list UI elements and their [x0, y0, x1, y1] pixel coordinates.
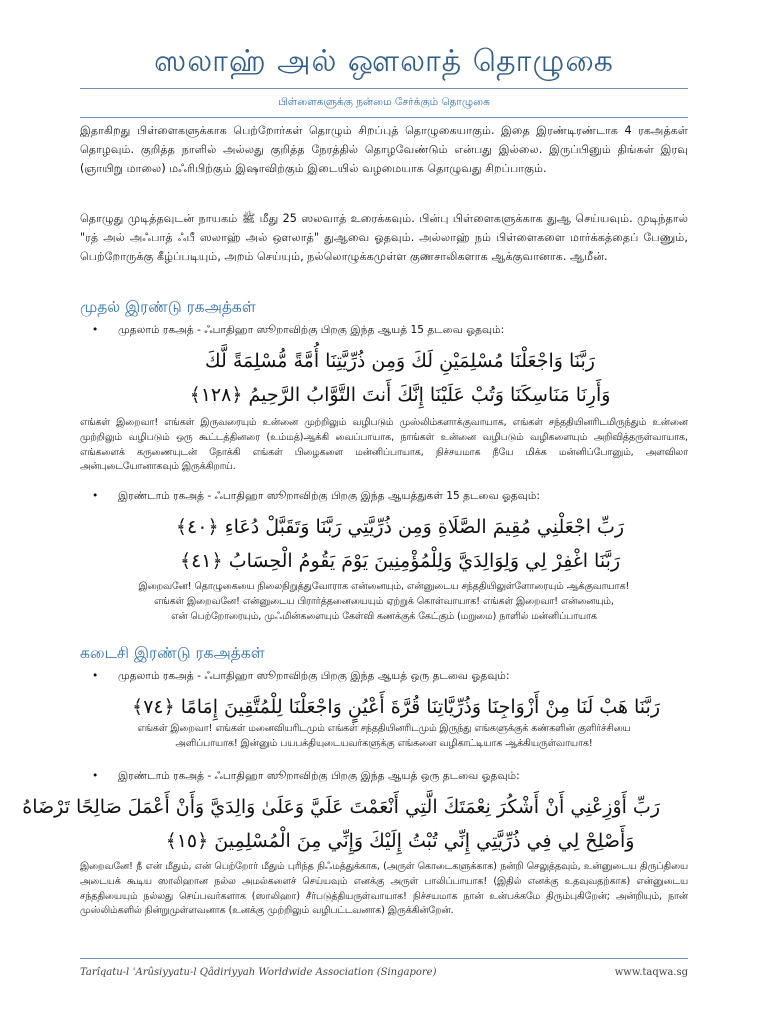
verse-translation	[80, 722, 688, 752]
translation-line: இறைவனே! தொழுகையை நிலைநிறுத்துவோராக என்னையும், என்னுடைய சந்ததியிலுள்ளோரையும் ஆக்குவாயாக!	[138, 581, 630, 592]
arabic-line: وَأَصْلِحْ لِي فِي ذُرِّيَّتِي إِنِّي تُبْتُ إِلَيْكَ وَإِنِّي مِنَ الْمُسْلِمِينَ ﴿١٥﴾	[165, 830, 635, 852]
bullet-text: முதலாம் ரகஅத் - ஃபாதிஹா ஸூறாவிற்கு பிறகு இந்த ஆயத் ஒரு தடவை ஓதவும்:	[118, 670, 510, 682]
section-heading-first-two-rakats: முதல் இரண்டு ரகஅத்கள்	[80, 298, 256, 316]
footer-website-link[interactable]: www.taqwa.sg	[614, 967, 688, 978]
translation-line: எங்கள் இறைவா! எங்கள் மனைவியரிடமும் எங்கள் சந்ததியினரிடமும் இருந்து எங்களுக்குக் கண்களின் குளிர்ச்சியை	[137, 723, 631, 734]
bullet-dot-icon: •	[92, 770, 99, 782]
verse-translation	[80, 580, 688, 624]
title-divider	[80, 88, 688, 89]
translation-line: என் பெற்றோரையும், முஃமின்களையும் கேள்வி கணக்குக் கேட்கும் (மறுமை) நாளில் மன்னிப்பாயாக	[171, 610, 597, 622]
arabic-verse	[140, 510, 660, 578]
footer-divider	[80, 958, 688, 959]
intro-paragraph-1: இதாகிறது பிள்ளைகளுக்காக பெற்றோர்கள் தொழும் சிறப்புத் தொழுகையாகும். இதை இரண்டிரண்டாக 4 ரகஅத்கள் தொழவும். குறித்த நாளில் அல்லது குறித்த நேரத்தில் தொழவேண்டும் என்பது இல்லை. இருப்பினும் திங்கள் இரவு (ஞாயிறு மாலை) மஃரிபிற்கும் இஷாவிற்கும் இடையில் வழமையாக தொழுவது சிறப்பாகும்.	[80, 124, 688, 175]
verse-translation: எங்கள் இறைவா! எங்கள் இருவரையும் உன்னை முற்றிலும் வழிபடும் முஸ்லிம்களாக்குவாயாக, எங்கள் சந்ததியினரிடமிருந்தும் உன்னை முற்றிலும் வழிபடும் ஒரு கூட்டத்தினரை (உம்மத்)ஆக்கி வைப்பாயாக, நாங்கள் உன்னை வழிபடும் வழிகளையும் அறிவித்தருள்வாயாக, எங்களைக் கருணையுடன் நோக்கி எங்கள் பிழைகளை மன்னிப்பாயாக, நிச்சயமாக நீயே மிக்க மன்னிப்போனும், அளவிலா அன்புடையோனாகவும் இருக்கிறாய்.	[80, 417, 688, 473]
arabic-line: وَأَرِنَا مَنَاسِكَنَا وَتُبْ عَلَيْنَا إِنَّكَ أَنتَ التَّوَّابُ الرَّحِيمُ ﴿١٢٨﴾	[189, 384, 611, 406]
bullet-dot-icon: •	[92, 490, 99, 502]
arabic-line: رَبَّنَا اغْفِرْ لِي وَلِوَالِدَيَّ وَلِلْمُؤْمِنِينَ يَوْمَ يَقُومُ الْحِسَابُ ﴿٤١﴾	[179, 550, 621, 572]
arabic-line: رَبَّنَا وَاجْعَلْنَا مُسْلِمَيْنِ لَكَ وَمِن ذُرِّيَّتِنَا أُمَّةً مُّسْلِمَةً لَّكَ	[205, 350, 595, 372]
footer-organization: Tarîqatu-l ʿArûsiyyatu-l Qâdiriyyah Worldwide Association (Singapore)	[80, 967, 437, 978]
bullet-dot-icon: •	[92, 670, 99, 682]
translation-line: அளிப்பாயாக! இன்னும் பயபக்தியுடையவர்களுக்கு எங்களை வழிகாட்டியாக ஆக்கியருள்வாயாக!	[175, 737, 593, 749]
arabic-verse	[140, 344, 660, 412]
bullet-text: இரண்டாம் ரகஅத் - ஃபாதிஹா ஸூறாவிற்கு பிறகு இந்த ஆயத்துகள் 15 தடவை ஓதவும்:	[118, 490, 540, 502]
bullet-dot-icon: •	[92, 324, 99, 336]
page-title: ஸலாஹ் அல் ஔலாத் தொழுகை	[154, 44, 614, 79]
bullet-item	[92, 770, 688, 783]
page-subtitle: பிள்ளைகளுக்கு நன்மை சேர்க்கும் தொழுகை	[278, 96, 490, 108]
arabic-line: رَبَّنَا هَبْ لَنَا مِنْ أَزْوَاجِنَا وَذُرِّيَّاتِنَا قُرَّةَ أَعْيُنٍ وَاجْعَلْنَا لِلْمُتَّقِينَ إِمَامًا ﴿٧٤﴾	[132, 696, 660, 718]
arabic-line: رَبِّ اجْعَلْنِي مُقِيمَ الصَّلَاةِ وَمِن ذُرِّيَّتِي رَبَّنَا وَتَقَبَّلْ دُعَاءِ ﴿٤٠﴾	[175, 516, 625, 538]
verse-translation: இறைவனே! நீ என் மீதும், என் பெற்றோர் மீதும் புரிந்த நிஃமத்துக்காக, (அருள் கொடைகளுக்காக) நன்றி செலுத்தவும், உன்னுடைய திருப்தியை அடையக் கூடிய ஸாலிஹான நல்ல அமல்களைச் செய்யவும் எனக்கு அருள் பாலிப்பாயாக! (இதில் எனக்கு உதவுவதற்காக) என்னுடைய சந்ததியையும் நல்லது செய்பவர்களாக (ஸாலிஹா) சீர்படுத்தியருள்வாயாக! நிச்சயமாக நான் உன்பக்கமே திரும்புகிறேன்; அன்றியும், நான் முஸ்லிம்களில் நின்றுமுள்ளவனாக (உனக்கு முற்றிலும் வழிபட்டவனாக) இருக்கின்றேன்.	[80, 861, 688, 917]
bullet-item	[92, 490, 688, 503]
subtitle-divider	[80, 117, 688, 118]
arabic-verse	[22, 790, 660, 858]
bullet-text: இரண்டாம் ரகஅத் - ஃபாதிஹா ஸூறாவிற்கு பிறகு இந்த ஆயத் ஒரு தடவை ஓதவும்:	[118, 770, 520, 782]
section-heading-last-two-rakats: கடைசி இரண்டு ரகஅத்கள்	[80, 644, 265, 662]
arabic-verse	[132, 690, 660, 724]
intro-paragraph-2: தொழுது முடித்தவுடன் நாயகம் ﷺ மீது 25 ஸலவாத் உரைக்கவும். பின்பு பிள்ளைகளுக்காக துஆ செய்யவும். முடிந்தால் "ரத் அல் அஃபாத் ஃபீ ஸலாஹ் அல் ஔலாத்" துஆவை ஓதவும். அல்லாஹ் நம் பிள்ளைகளை மார்க்கத்தைப் பேணும், பெற்றோருக்கு கீழ்ப்படியும், அறம் செய்யும், நல்லொழுக்கமுள்ள குணசாலிகளாக ஆக்குவானாக. ஆமீன்.	[80, 212, 689, 263]
bullet-item	[92, 324, 688, 337]
bullet-text: முதலாம் ரகஅத் - ஃபாதிஹா ஸூறாவிற்கு பிறகு இந்த ஆயத் 15 தடவை ஓதவும்:	[118, 324, 505, 336]
arabic-line: رَبِّ أَوْزِعْنِي أَنْ أَشْكُرَ نِعْمَتَكَ الَّتِي أَنْعَمْتَ عَلَيَّ وَعَلَىٰ وَالِدَيَّ وَأَنْ أَعْمَلَ صَالِحًا تَرْضَاهُ	[22, 796, 660, 818]
translation-line: எங்கள் இறைவனே! என்னுடைய பிரார்த்தனையையும் ஏற்றுக் கொள்வாயாக! எங்கள் இறைவா! என்னையும்,	[154, 595, 614, 607]
bullet-item	[92, 670, 688, 683]
